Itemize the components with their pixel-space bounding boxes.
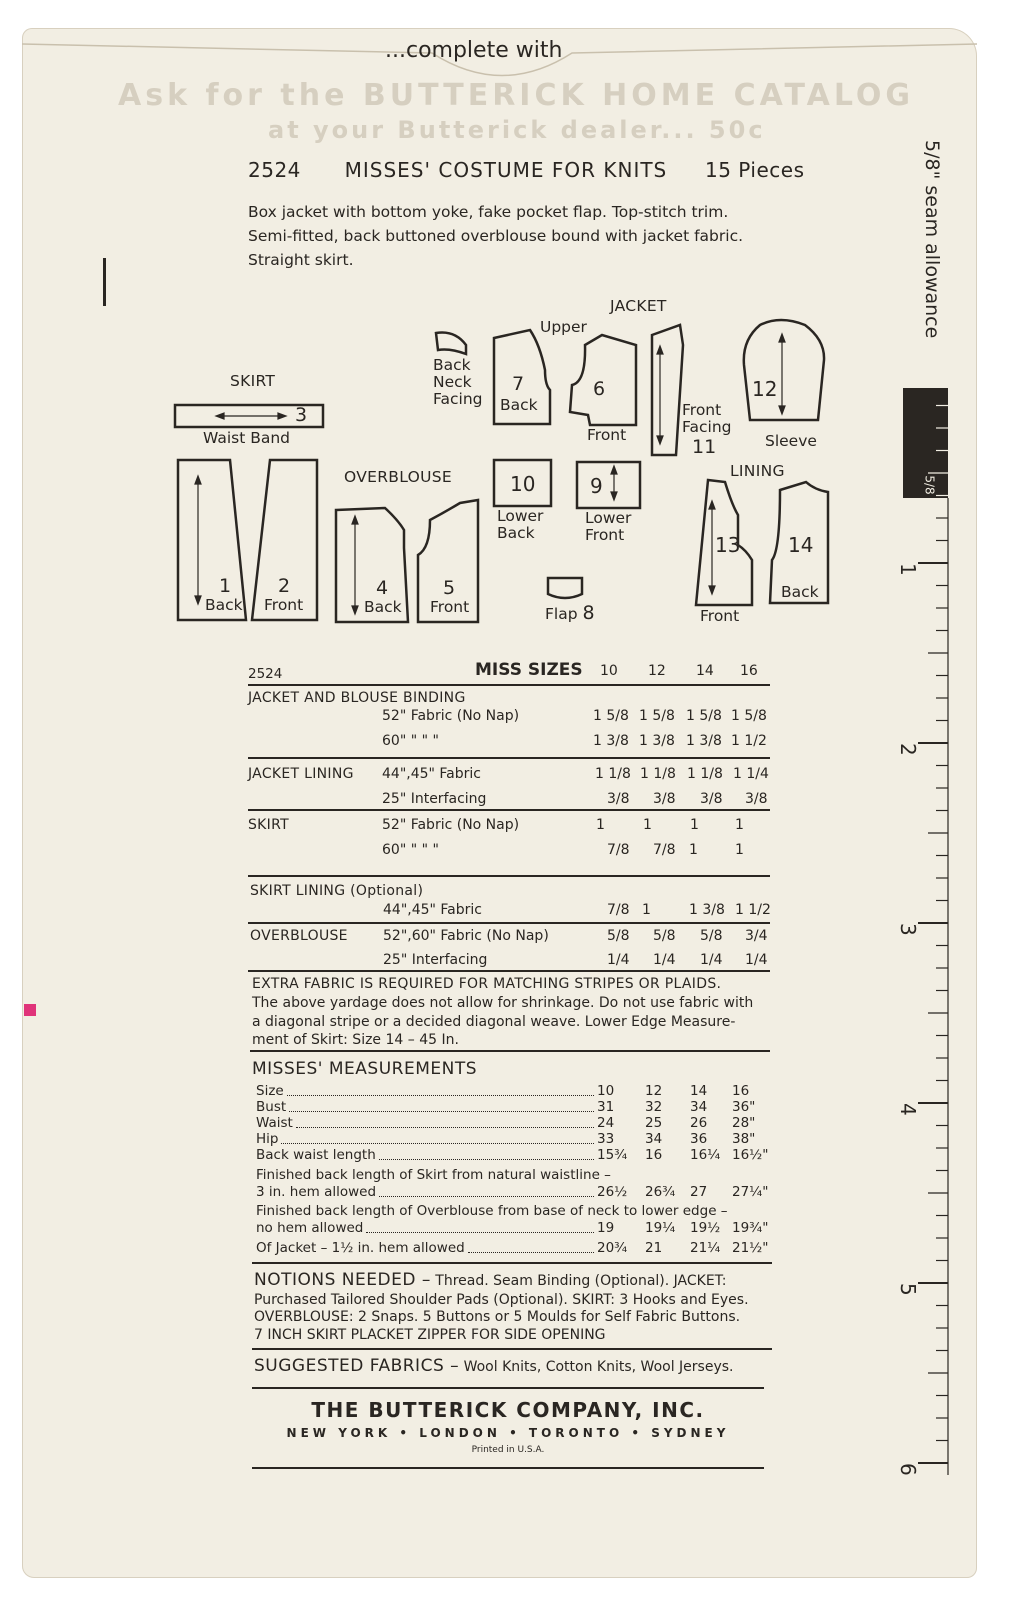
yardage-rule xyxy=(248,970,770,972)
lower-front-num: 9 xyxy=(590,474,603,498)
ruler-number: 6 xyxy=(896,1463,920,1476)
yardage-cell: 3/8 xyxy=(607,791,630,807)
ob-back-num: 4 xyxy=(376,577,389,599)
yardage-fabric: 52" Fabric (No Nap) xyxy=(382,817,520,833)
measurement-value: 26 xyxy=(690,1115,708,1131)
lower-front-label: Lower Front xyxy=(585,509,632,544)
measurement-label: no hem allowed xyxy=(256,1220,364,1236)
pattern-number: 2524 xyxy=(248,158,301,182)
sleeve-label: Sleeve xyxy=(765,432,817,450)
upper-label: Upper xyxy=(540,318,587,336)
yardage-rule xyxy=(248,809,770,811)
measurement-value: 16 xyxy=(645,1147,663,1163)
measurement-value: 26¾ xyxy=(645,1184,676,1200)
piece-flap xyxy=(548,578,582,598)
jacket-front-label: Front xyxy=(587,426,627,444)
lining-front-num: 13 xyxy=(715,533,741,557)
yardage-cell: 1 3/8 xyxy=(689,902,725,918)
company-name: THE BUTTERICK COMPANY, INC. xyxy=(311,1398,705,1422)
yardage-cell: 5/8 xyxy=(607,928,630,944)
yardage-section: SKIRT LINING (Optional) xyxy=(250,883,424,899)
measurements-heading: MISSES' MEASUREMENTS xyxy=(252,1059,477,1079)
measurement-value: 28" xyxy=(732,1115,756,1131)
yardage-cell: 1 1/2 xyxy=(735,902,771,918)
waist-band-num: 3 xyxy=(295,404,308,426)
yardage-cell: 1 xyxy=(642,902,651,918)
jacket-heading: JACKET xyxy=(610,297,667,315)
size-col-16: 16 xyxy=(740,663,758,679)
measurement-value: 21 xyxy=(645,1240,663,1256)
ruler-number: 3 xyxy=(896,923,920,936)
yardage-fabric: 60" " " " xyxy=(382,733,439,749)
skirt-back-num: 1 xyxy=(219,575,232,597)
lining-back-num: 14 xyxy=(788,533,814,557)
pattern-description: Box jacket with bottom yoke, fake pocket flap. Top-stitch trim. Semi-fitted, back buttoned overblouse bound with jacket fabric. Straight skirt. xyxy=(248,203,744,269)
yardage-cell: 5/8 xyxy=(700,928,723,944)
yardage-cell: 1 1/8 xyxy=(595,766,631,782)
notions-heading: NOTIONS NEEDED – xyxy=(254,1270,431,1290)
measurement-value: 16½" xyxy=(732,1147,769,1163)
yardage-cell: 1 3/8 xyxy=(686,733,722,749)
yardage-cell: 1 xyxy=(689,842,698,858)
skirt-front-label: Front xyxy=(264,596,304,614)
yardage-cell: 3/8 xyxy=(653,791,676,807)
yardage-cell: 1/4 xyxy=(700,952,723,968)
size-col-10: 10 xyxy=(600,663,618,679)
sleeve-num: 12 xyxy=(752,377,778,401)
ruler-badge: 5/8 xyxy=(922,475,937,495)
yardage-cell: 5/8 xyxy=(653,928,676,944)
yardage-cell: 1 xyxy=(735,842,744,858)
measurement-value: 19½ xyxy=(690,1220,721,1236)
measurement-label: Waist xyxy=(256,1115,293,1131)
yardage-cell: 7/8 xyxy=(607,902,630,918)
jacket-back-label: Back xyxy=(500,396,538,414)
yardage-cell: 1 5/8 xyxy=(686,708,722,724)
measurement-value: 32 xyxy=(645,1099,663,1115)
pattern-pieces-diagram xyxy=(0,0,1019,640)
pink-tab xyxy=(24,1004,36,1016)
yardage-cell: 1/4 xyxy=(607,952,630,968)
measurement-label: Of Jacket – 1½ in. hem allowed xyxy=(256,1240,465,1256)
skirt-back-label: Back xyxy=(205,596,243,614)
measurement-label: Hip xyxy=(256,1131,279,1147)
piece-lower-front xyxy=(577,462,640,508)
suggested-fabrics xyxy=(254,1356,733,1376)
ruler-number: 5 xyxy=(896,1283,920,1296)
extra-fabric-note: EXTRA FABRIC IS REQUIRED FOR MATCHING STRIPES OR PLAIDS. xyxy=(252,976,722,992)
seam-allowance-label: 5/8" seam allowance xyxy=(921,140,943,339)
measurement-value: 19¾" xyxy=(732,1220,769,1236)
yardage-rule xyxy=(248,875,770,877)
suggested-heading: SUGGESTED FABRICS – xyxy=(254,1356,460,1376)
measurement-value: 15¾ xyxy=(597,1147,628,1163)
yardage-section: SKIRT xyxy=(248,817,289,833)
measurement-value: 33 xyxy=(597,1131,615,1147)
yardage-cell: 1 1/4 xyxy=(733,766,769,782)
measurement-value: 27¼" xyxy=(732,1184,769,1200)
notions-line-3: OVERBLOUSE: 2 Snaps. 5 Buttons or 5 Moulds for Self Fabric Buttons. xyxy=(254,1309,741,1325)
yardage-section: OVERBLOUSE xyxy=(250,928,348,944)
leader-dots xyxy=(287,1095,594,1096)
yardage-cell: 1 5/8 xyxy=(639,708,675,724)
measurement-value: 38" xyxy=(732,1131,756,1147)
lining-heading: LINING xyxy=(730,462,785,480)
lining-back-label: Back xyxy=(781,583,819,601)
skirt-length-caption: Finished back length of Skirt from natural waistline – xyxy=(256,1167,611,1183)
yardage-rule-top xyxy=(248,684,770,686)
overblouse-length-caption: Finished back length of Overblouse from base of neck to lower edge – xyxy=(256,1203,728,1219)
yardage-cell: 1 1/8 xyxy=(640,766,676,782)
measurement-label: Bust xyxy=(256,1099,287,1115)
leader-dots xyxy=(379,1159,594,1160)
measurement-value: 21½" xyxy=(732,1240,769,1256)
measurement-value: 27 xyxy=(690,1184,708,1200)
yardage-cell: 1 xyxy=(690,817,699,833)
yardage-fabric: 44",45" Fabric xyxy=(382,766,481,782)
measurement-value: 16¼ xyxy=(690,1147,721,1163)
company-cities: NEW YORK • LONDON • TORONTO • SYDNEY xyxy=(286,1426,730,1440)
jacket-front-num: 6 xyxy=(593,378,606,400)
measurement-value: 31 xyxy=(597,1099,615,1115)
size-col-12: 12 xyxy=(648,663,666,679)
yardage-cell: 1 1/8 xyxy=(687,766,723,782)
yardage-cell: 3/4 xyxy=(745,928,768,944)
yardage-heading: MISS SIZES xyxy=(475,660,583,680)
shrinkage-note-line: a diagonal stripe or a decided diagonal weave. Lower Edge Measure- xyxy=(252,1014,736,1030)
measurement-value: 12 xyxy=(645,1083,663,1099)
skirt-front-num: 2 xyxy=(278,575,291,597)
yardage-cell: 1 5/8 xyxy=(593,708,629,724)
yardage-fabric: 44",45" Fabric xyxy=(383,902,482,918)
printed-note: Printed in U.S.A. xyxy=(471,1445,545,1455)
ruler-number: 4 xyxy=(896,1103,920,1116)
jacket-back-num: 7 xyxy=(512,373,525,395)
yardage-cell: 1 xyxy=(735,817,744,833)
notions-line-4: 7 INCH SKIRT PLACKET ZIPPER FOR SIDE OPENING xyxy=(254,1327,606,1343)
flap-num: 8 xyxy=(582,602,595,624)
ghost-line-2: at your Butterick dealer... 50c xyxy=(268,116,766,144)
notions-line-2: Purchased Tailored Shoulder Pads (Optional). SKIRT: 3 Hooks and Eyes. xyxy=(254,1292,749,1308)
yardage-cell: 1 5/8 xyxy=(731,708,767,724)
shrinkage-note-line: The above yardage does not allow for shrinkage. Do not use fabric with xyxy=(252,995,754,1011)
suggested-text: Wool Knits, Cotton Knits, Wool Jerseys. xyxy=(463,1359,734,1375)
yardage-cell: 1 3/8 xyxy=(639,733,675,749)
ob-front-label: Front xyxy=(430,598,470,616)
pattern-title: MISSES' COSTUME FOR KNITS xyxy=(344,158,668,182)
measurement-value: 14 xyxy=(690,1083,708,1099)
flap-label xyxy=(545,602,595,624)
waist-band-label: Waist Band xyxy=(203,429,291,447)
measurement-value: 24 xyxy=(597,1115,615,1131)
yardage-cell: 3/8 xyxy=(700,791,723,807)
measurement-label: Size xyxy=(256,1083,284,1099)
yardage-cell: 3/8 xyxy=(745,791,768,807)
yardage-cell: 1/4 xyxy=(745,952,768,968)
yardage-pattern-no: 2524 xyxy=(248,666,283,682)
leader-dots xyxy=(366,1232,594,1233)
piece-sleeve xyxy=(744,320,824,420)
flap-label-text: Flap xyxy=(545,605,578,623)
ruler-number: 1 xyxy=(896,563,920,576)
measurement-label: Back waist length xyxy=(256,1147,376,1163)
lower-back-label: Lower Back xyxy=(497,507,544,542)
yardage-cell: 1 xyxy=(643,817,652,833)
ob-back-label: Back xyxy=(364,598,402,616)
notions-rule xyxy=(252,1348,772,1350)
yardage-cell: 1 3/8 xyxy=(593,733,629,749)
shrinkage-note-line: ment of Skirt: Size 14 – 45 In. xyxy=(252,1032,459,1048)
yardage-fabric: 52",60" Fabric (No Nap) xyxy=(383,928,549,944)
measurement-value: 26½ xyxy=(597,1184,628,1200)
front-facing-num: 11 xyxy=(692,436,717,458)
piece-back-neck-facing xyxy=(436,333,466,355)
yardage-fabric: 52" Fabric (No Nap) xyxy=(382,708,520,724)
footer-rule xyxy=(252,1467,764,1469)
yardage-cell: 7/8 xyxy=(653,842,676,858)
ob-front-num: 5 xyxy=(443,577,456,599)
back-neck-facing-label: Back Neck Facing xyxy=(433,356,483,408)
yardage-section: JACKET AND BLOUSE BINDING xyxy=(248,690,466,706)
measurement-value: 36 xyxy=(690,1131,708,1147)
yardage-fabric: 25" Interfacing xyxy=(382,791,487,807)
pattern-pieces: 15 Pieces xyxy=(704,158,805,182)
measurement-value: 36" xyxy=(732,1099,756,1115)
measurement-value: 19 xyxy=(597,1220,615,1236)
leader-dots xyxy=(296,1127,594,1128)
overblouse-heading: OVERBLOUSE xyxy=(344,468,452,486)
flap-text: ...complete with xyxy=(385,38,563,63)
ruler-number: 2 xyxy=(896,743,920,756)
yardage-cell: 1 xyxy=(596,817,605,833)
measurement-value: 10 xyxy=(597,1083,615,1099)
leader-dots xyxy=(289,1111,594,1112)
lining-front-label: Front xyxy=(700,607,740,625)
notions-line-1: Thread. Seam Binding (Optional). JACKET: xyxy=(435,1273,727,1289)
yardage-fabric: 60" " " " xyxy=(382,842,439,858)
measurement-value: 19¼ xyxy=(645,1220,676,1236)
measurement-label: 3 in. hem allowed xyxy=(256,1184,377,1200)
ghost-line-1: Ask for the BUTTERICK HOME CATALOG xyxy=(118,78,914,113)
seam-ruler xyxy=(895,385,957,1480)
skirt-heading: SKIRT xyxy=(230,372,276,390)
yardage-rule xyxy=(248,757,770,759)
measurement-value: 25 xyxy=(645,1115,663,1131)
leader-dots xyxy=(468,1252,594,1253)
leader-dots xyxy=(281,1143,594,1144)
notions-block xyxy=(254,1270,726,1290)
lower-back-num: 10 xyxy=(510,472,536,496)
suggested-rule xyxy=(252,1387,764,1389)
measurement-value: 34 xyxy=(690,1099,708,1115)
yardage-section: JACKET LINING xyxy=(248,766,354,782)
yardage-cell: 1/4 xyxy=(653,952,676,968)
front-facing-label: Front Facing xyxy=(682,401,732,436)
leader-dots xyxy=(379,1196,594,1197)
yardage-cell: 7/8 xyxy=(607,842,630,858)
measurement-value: 21¼ xyxy=(690,1240,721,1256)
measurement-value: 16 xyxy=(732,1083,750,1099)
notes-rule xyxy=(250,1050,770,1052)
measurement-value: 34 xyxy=(645,1131,663,1147)
yardage-fabric: 25" Interfacing xyxy=(383,952,488,968)
yardage-cell: 1 1/2 xyxy=(731,733,767,749)
measurements-rule xyxy=(252,1262,772,1264)
size-col-14: 14 xyxy=(696,663,714,679)
measurement-value: 20¾ xyxy=(597,1240,628,1256)
yardage-rule xyxy=(248,922,770,924)
